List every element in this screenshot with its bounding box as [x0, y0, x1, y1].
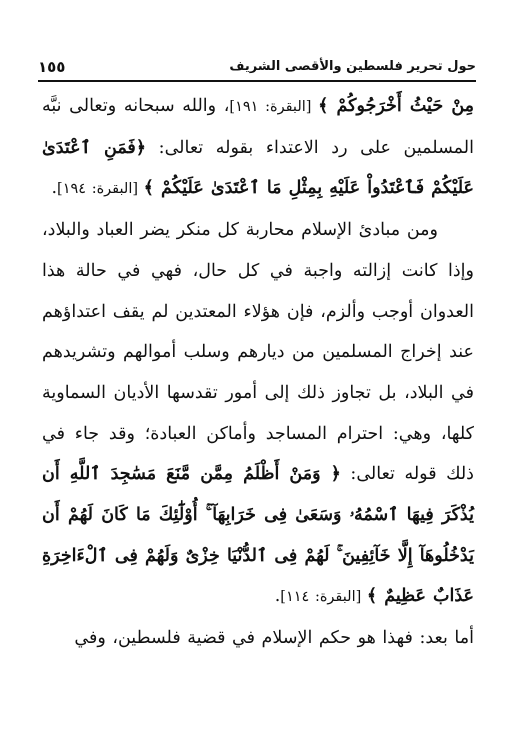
paragraph-3 [42, 618, 474, 659]
verse-reference: [البقرة: ١٩١] [229, 99, 319, 115]
running-header [38, 56, 476, 80]
paragraph-1 [42, 86, 474, 210]
quran-verse: ﴿ وَمَنْ أَظْلَمُ مِمَّن مَّنَعَ مَسَٰجِدَ ٱللَّهِ أَن يُذْكَرَ فِيهَا ٱسْمُهُۥ وَسَعَىٰ فِى خَرَابِهَآ ۚ أُوْلَٰٓئِكَ مَا كَانَ لَهُمْ أَن يَدْخُلُوهَآ إِلَّا خَآئِفِينَ ۚ لَهُمْ فِى ٱلدُّنْيَا خِزْىٌ وَلَهُمْ فِى ٱلْءَاخِرَةِ عَذَابٌ عَظِيمٌ ﴾ [42, 464, 474, 607]
body-text-span: أما بعد: فهذا هو حكم الإسلام في قضية فلسطين، وفي [74, 628, 474, 649]
page-body [42, 86, 474, 659]
verse-reference: [البقرة: ١١٤] [280, 589, 367, 606]
verse-reference: [البقرة: ١٩٤] [57, 181, 144, 198]
running-header-title: حول تحرير فلسطين والأقصى الشريف [229, 59, 476, 74]
quran-verse: ﴿فَمَنِ ٱعْتَدَىٰ عَلَيْكُمْ فَٱعْتَدُواْ عَلَيْهِ بِمِثْلِ مَا ٱعْتَدَىٰ عَلَيْكُمْ ﴾ [42, 137, 474, 199]
page-number: ١٥٥ [38, 58, 66, 76]
body-text-span: . [274, 586, 281, 607]
quran-verse-fragment: مِنْ حَيْثُ أَخْرَجُوكُمْ ﴾ [318, 96, 475, 116]
body-text-span: ، والله سبحانه وتعالى نبَّه المسلمين على رد الاعتداء بقوله تعالى: [42, 96, 474, 158]
paragraph-2 [42, 210, 474, 618]
header-divider [38, 80, 476, 82]
body-text-span: ومن مبادئ الإسلام محاربة كل منكر يضر العباد والبلاد، وإذا كانت إزالته واجبة في كل حال، فهي في حالة هذا العدوان أوجب وألزم، فإن هؤلاء المعتدين لم يقف اعتداؤهم عند إخراج المسلمين من ديارهم وسلب أموالهم وتشريدهم في البلاد، بل تجاوز ذلك إلى أمور تقدسها الأديان السماوية كلها، وهي: احترام المساجد وأماكن العبادة؛ وقد جاء في ذلك قوله تعالى: [42, 220, 474, 485]
body-text-span: . [51, 178, 58, 199]
